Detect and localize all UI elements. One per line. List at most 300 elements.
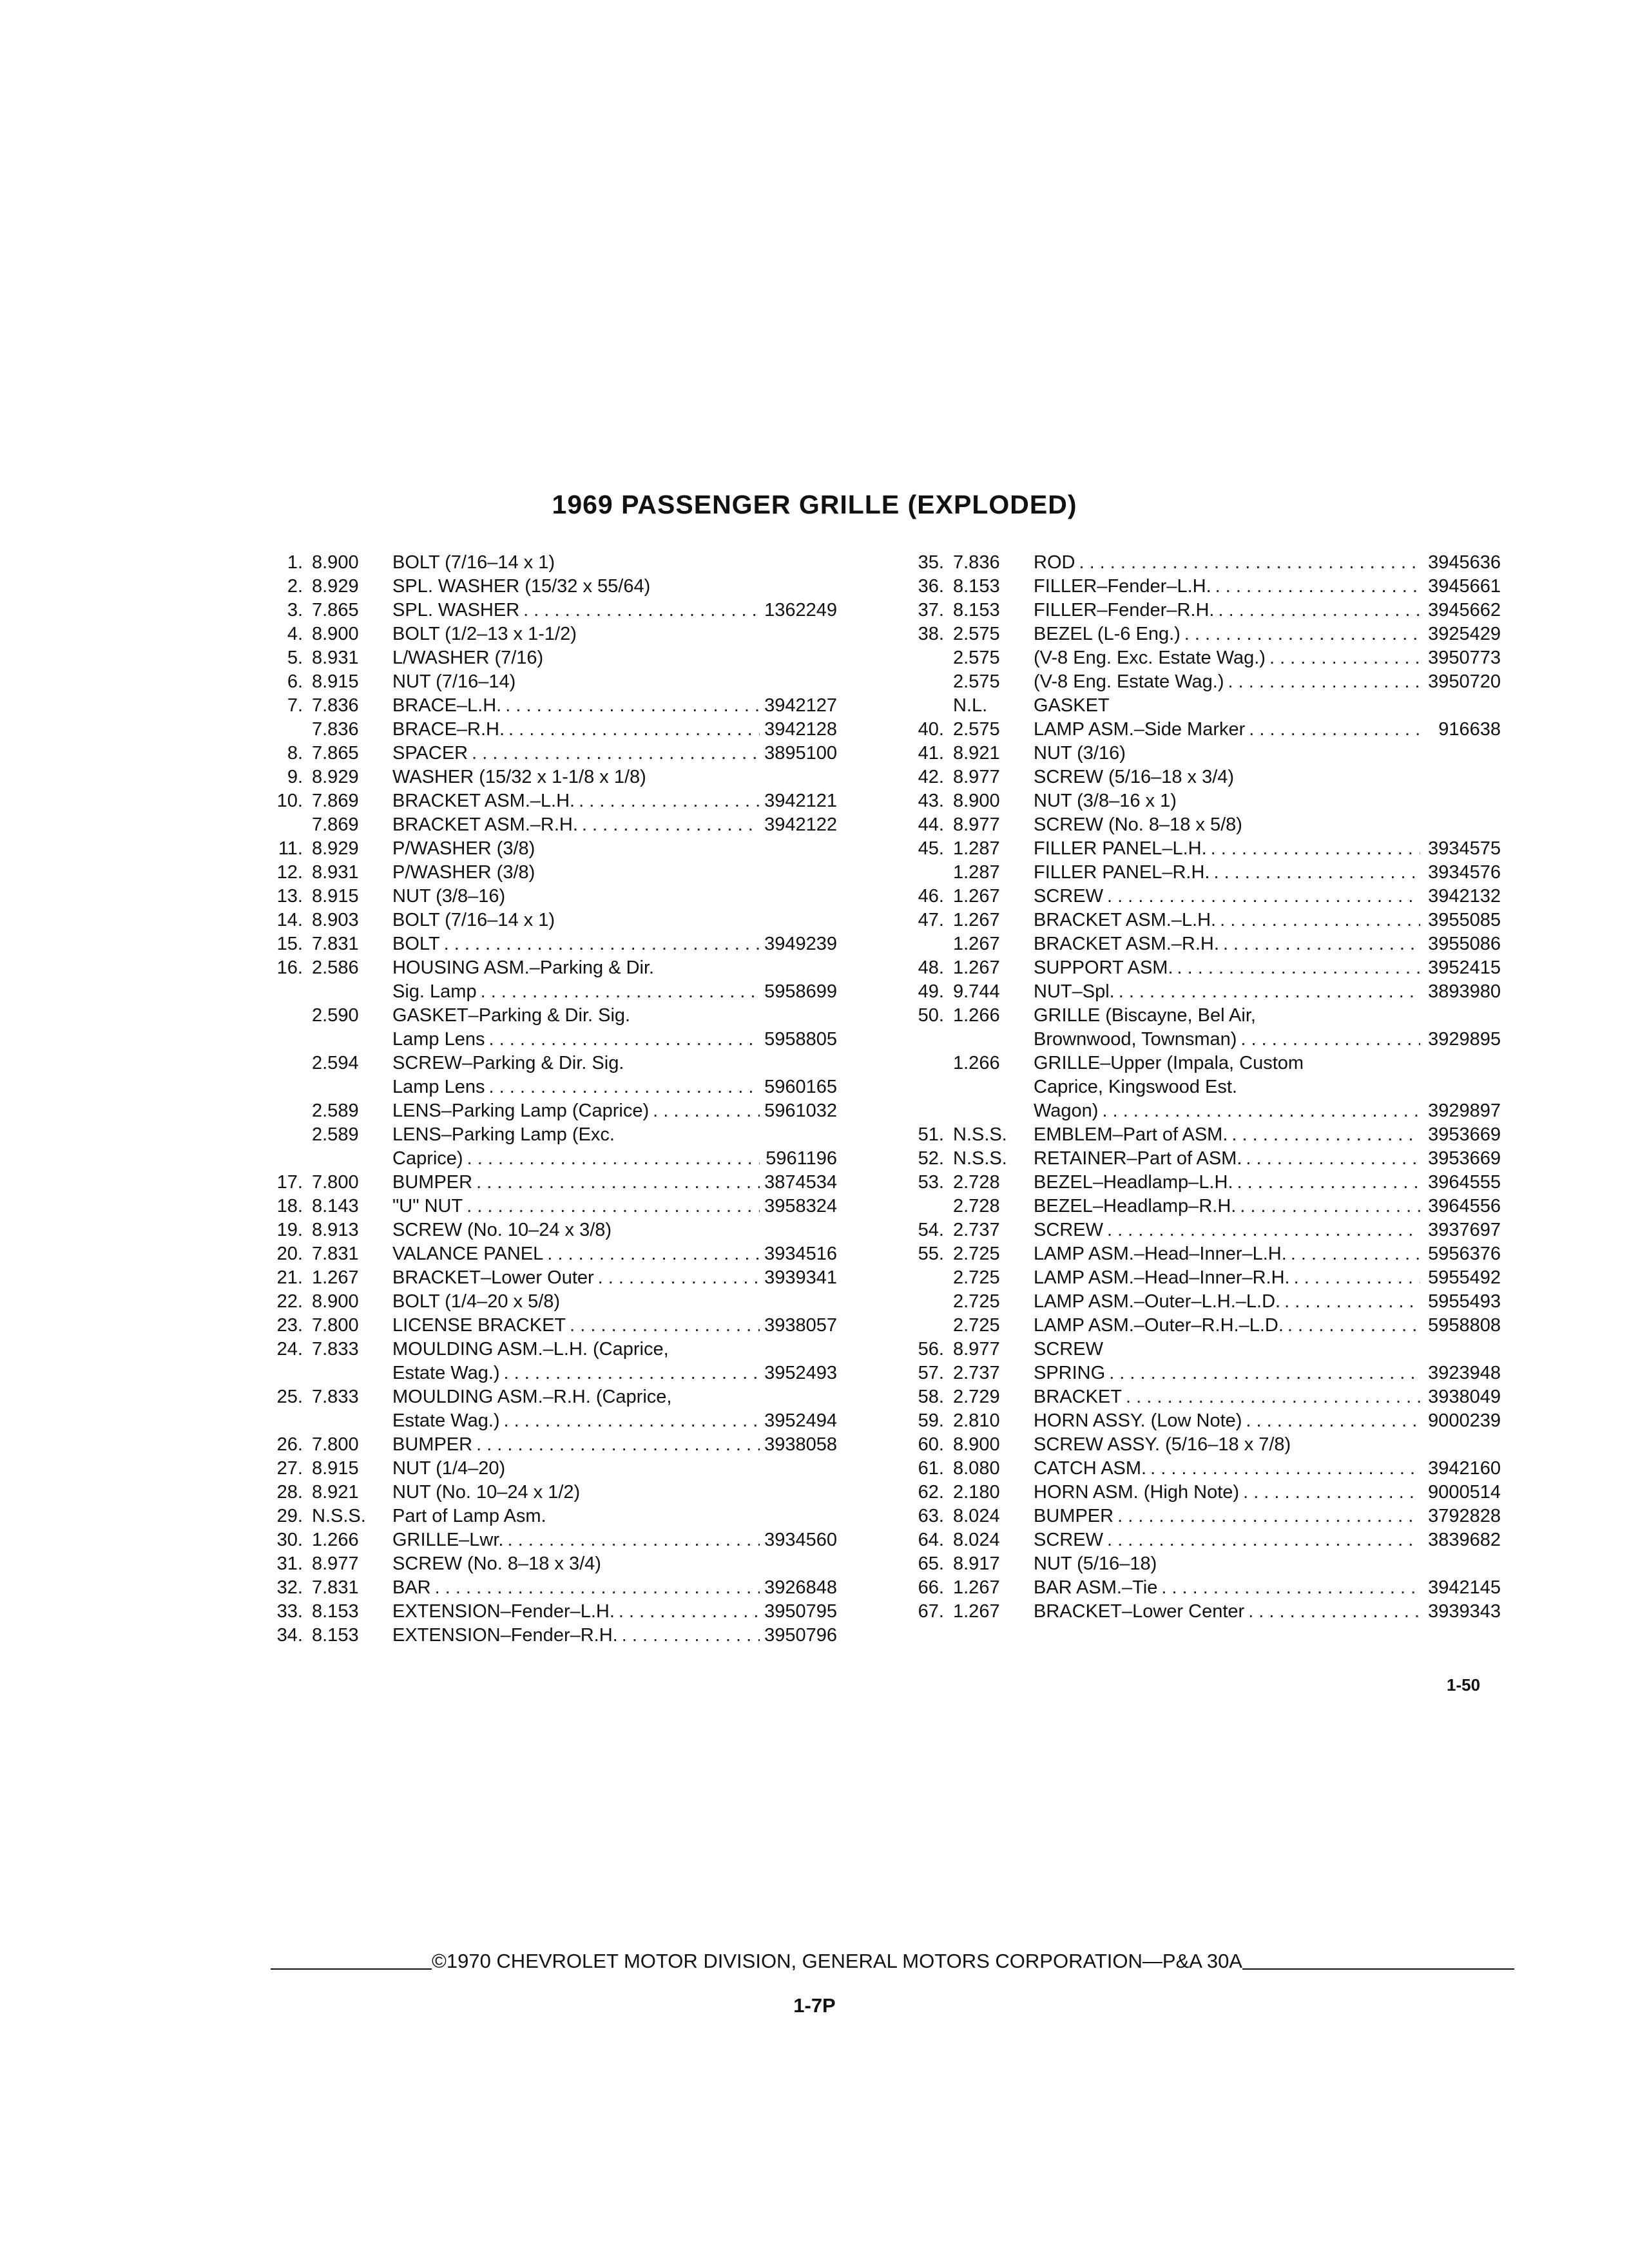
item-number: 61.: [918, 1458, 944, 1479]
parts-row: [896, 1218, 1501, 1242]
part-number: 5961196: [766, 1148, 837, 1169]
description-text: LICENSE BRACKET: [392, 1315, 566, 1336]
description-text: Brownwood, Townsman): [1034, 1029, 1237, 1050]
dot-leader: [1177, 956, 1421, 980]
section-page-number: 1-50: [1447, 1675, 1481, 1695]
part-description: [392, 1338, 760, 1361]
parts-row: [896, 599, 1501, 622]
group-code: 7.831: [312, 934, 359, 954]
item-number: 36.: [918, 576, 944, 597]
parts-row: [255, 646, 837, 670]
part-description: [392, 932, 760, 956]
parts-row: [896, 1600, 1501, 1624]
group-code: [312, 1361, 392, 1385]
part-number: 3934575: [1428, 838, 1501, 859]
description-text: GASKET: [1034, 695, 1110, 716]
description-text: Estate Wag.): [392, 1363, 500, 1383]
item-number: 64.: [918, 1530, 944, 1550]
description-text: HORN ASM. (High Note): [1034, 1482, 1240, 1503]
part-description: [392, 718, 760, 742]
part-description: [1034, 1600, 1420, 1624]
item-number: [896, 1290, 953, 1314]
parts-row: [255, 1028, 837, 1052]
dot-leader: [1211, 837, 1420, 861]
description-text: Caprice, Kingswood Est.: [1034, 1077, 1237, 1097]
part-description: [1034, 1314, 1420, 1338]
part-description: [392, 1028, 760, 1052]
description-text: HOUSING ASM.–Parking & Dir.: [392, 957, 655, 978]
item-number: [255, 1123, 312, 1147]
parts-row: [255, 1314, 837, 1338]
dot-leader: [1218, 599, 1420, 622]
item-number: 40.: [918, 719, 944, 740]
description-text: SUPPORT ASM.: [1034, 957, 1173, 978]
description-text: NUT (7/16–14): [392, 671, 516, 692]
description-text: Sig. Lamp: [392, 981, 477, 1002]
item-number: [255, 1147, 312, 1171]
parts-row: [896, 718, 1501, 742]
parts-row: [896, 575, 1501, 599]
description-text: EMBLEM–Part of ASM.: [1034, 1124, 1228, 1145]
part-description: [392, 1314, 760, 1338]
dot-leader: [1107, 1218, 1420, 1242]
group-code: 7.836: [312, 719, 359, 740]
part-number: 3937697: [1428, 1220, 1501, 1240]
part-description: [1034, 1242, 1420, 1266]
item-number: [896, 932, 953, 956]
description-text: SCREW (No. 8–18 x 3/4): [392, 1553, 601, 1574]
part-number: [760, 1504, 837, 1528]
dot-leader: [1291, 1242, 1420, 1266]
description-text: SCREW ASSY. (5/16–18 x 7/8): [1034, 1434, 1291, 1455]
part-description: [392, 765, 760, 789]
group-code: 7.869: [312, 791, 359, 811]
dot-leader: [1287, 1314, 1420, 1338]
item-number: 6.: [287, 671, 303, 692]
group-code: 2.180: [953, 1482, 1000, 1503]
description-text: WASHER (15/32 x 1-1/8 x 1/8): [392, 767, 646, 787]
part-description: [392, 837, 760, 861]
part-description: [1034, 861, 1420, 885]
part-description: [392, 1266, 760, 1290]
dot-leader: [653, 1099, 760, 1123]
dot-leader: [444, 932, 760, 956]
rule-left: [271, 1968, 432, 1970]
part-number: 3893980: [1428, 981, 1501, 1002]
item-number: 33.: [276, 1601, 303, 1622]
part-number: 5958699: [764, 981, 837, 1002]
item-number: 66.: [918, 1577, 944, 1598]
group-code: N.S.S.: [953, 1124, 1007, 1145]
item-number: 58.: [918, 1387, 944, 1407]
description-text: FILLER PANEL–R.H.: [1034, 862, 1210, 883]
group-code: 7.836: [953, 552, 1000, 573]
item-number: 44.: [918, 814, 944, 835]
page-number: 1-7P: [793, 1994, 836, 2017]
description-text: LENS–Parking Lamp (Exc.: [392, 1124, 615, 1145]
item-number: [255, 718, 312, 742]
part-number: [760, 1457, 837, 1481]
item-number: 16.: [276, 957, 303, 978]
dot-leader: [472, 742, 760, 765]
part-description: [392, 1433, 760, 1457]
group-code: N.S.S.: [312, 1506, 366, 1526]
part-number: [1420, 1052, 1501, 1075]
dot-leader: [1228, 670, 1421, 694]
dot-leader: [1237, 1171, 1421, 1195]
item-number: 52.: [918, 1148, 944, 1169]
group-code: 2.589: [312, 1124, 359, 1145]
item-number: [896, 670, 953, 694]
dot-leader: [1109, 1361, 1420, 1385]
group-code: 1.267: [953, 934, 1000, 954]
description-text: Caprice): [392, 1148, 463, 1169]
group-code: 1.267: [953, 910, 1000, 930]
part-description: [1034, 956, 1420, 980]
item-number: 48.: [918, 957, 944, 978]
description-text: FILLER–Fender–R.H.: [1034, 600, 1215, 620]
part-number: 3952494: [764, 1410, 837, 1431]
parts-row: [255, 694, 837, 718]
parts-row: [896, 742, 1501, 765]
part-number: 3895100: [764, 743, 837, 764]
part-number: 3934576: [1428, 862, 1501, 883]
group-code: 8.024: [953, 1506, 1000, 1526]
parts-row: [896, 1552, 1501, 1576]
item-number: 51.: [918, 1124, 944, 1145]
item-number: 55.: [918, 1244, 944, 1264]
group-code: 1.266: [312, 1530, 359, 1550]
part-description: [1034, 575, 1420, 599]
description-text: Wagon): [1034, 1100, 1099, 1121]
part-number: [760, 765, 837, 789]
parts-row: [255, 1195, 837, 1218]
parts-row: [896, 1576, 1501, 1600]
part-description: [392, 1218, 760, 1242]
part-description: [1034, 813, 1420, 837]
part-number: 3929897: [1428, 1100, 1501, 1121]
description-text: LAMP ASM.–Outer–R.H.–L.D.: [1034, 1315, 1284, 1336]
group-code: 8.153: [312, 1601, 359, 1622]
part-description: [1034, 718, 1420, 742]
description-text: ROD: [1034, 552, 1075, 573]
part-number: [760, 837, 837, 861]
dot-leader: [598, 1266, 760, 1290]
part-number: 3938058: [764, 1434, 837, 1455]
parts-row: [896, 670, 1501, 694]
item-number: 9.: [287, 767, 303, 787]
parts-row: [896, 1457, 1501, 1481]
parts-row: [255, 932, 837, 956]
part-description: [392, 1242, 760, 1266]
parts-row: [255, 1123, 837, 1147]
group-code: 2.725: [953, 1267, 1000, 1288]
item-number: 57.: [918, 1363, 944, 1383]
item-number: 12.: [276, 862, 303, 883]
group-code: [312, 1075, 392, 1099]
dot-leader: [1107, 885, 1420, 908]
part-description: [1034, 1052, 1420, 1075]
item-number: 15.: [276, 934, 303, 954]
part-description: [392, 1385, 760, 1409]
part-description: [1034, 1576, 1420, 1600]
part-description: [392, 1600, 760, 1624]
item-number: 19.: [276, 1220, 303, 1240]
part-number: 3950795: [764, 1601, 837, 1622]
description-text: GASKET–Parking & Dir. Sig.: [392, 1005, 631, 1026]
parts-row: [255, 885, 837, 908]
item-number: 1.: [287, 552, 303, 573]
parts-list-left: [255, 551, 837, 1648]
group-code: [953, 1075, 1034, 1099]
part-description: [1034, 551, 1420, 575]
dot-leader: [1126, 1385, 1420, 1409]
item-number: 37.: [918, 600, 944, 620]
description-text: BEZEL–Headlamp–L.H.: [1034, 1172, 1233, 1193]
description-text: P/WASHER (3/8): [392, 862, 535, 883]
part-description: [392, 1361, 760, 1385]
part-description: [392, 599, 760, 622]
description-text: SCREW (No. 10–24 x 3/8): [392, 1220, 612, 1240]
group-code: [312, 1028, 392, 1052]
item-number: [896, 1052, 953, 1075]
group-code: 7.865: [312, 600, 359, 620]
description-text: BRACKET ASM.–R.H.: [1034, 934, 1219, 954]
part-description: [1034, 837, 1420, 861]
part-description: [392, 1123, 760, 1147]
group-code: 2.575: [953, 624, 1000, 644]
part-number: 3938049: [1428, 1387, 1501, 1407]
description-text: MOULDING ASM.–L.H. (Caprice,: [392, 1339, 669, 1360]
group-code: 8.903: [312, 910, 359, 930]
parts-row: [255, 1290, 837, 1314]
part-description: [392, 980, 760, 1004]
part-description: [1034, 1338, 1420, 1361]
description-text: MOULDING ASM.–R.H. (Caprice,: [392, 1387, 672, 1407]
part-description: [392, 885, 760, 908]
description-text: LAMP ASM.–Head–Inner–R.H.: [1034, 1267, 1290, 1288]
group-code: 1.267: [312, 1267, 359, 1288]
description-text: NUT (No. 10–24 x 1/2): [392, 1482, 581, 1503]
part-description: [1034, 1504, 1420, 1528]
part-description: [392, 1457, 760, 1481]
dot-leader: [1240, 1195, 1420, 1218]
part-number: 3929895: [1428, 1029, 1501, 1050]
part-number: 3942127: [764, 695, 837, 716]
group-code: 8.153: [312, 1625, 359, 1646]
dot-leader: [489, 1028, 760, 1052]
part-number: 5955493: [1428, 1291, 1501, 1312]
part-description: [1034, 980, 1420, 1004]
dot-leader: [1231, 1123, 1420, 1147]
group-code: 1.266: [953, 1005, 1000, 1026]
part-number: [760, 956, 837, 980]
group-code: [953, 1028, 1034, 1052]
parts-row: [896, 1028, 1501, 1052]
item-number: 41.: [918, 743, 944, 764]
dot-leader: [570, 1314, 760, 1338]
group-code: 2.725: [953, 1291, 1000, 1312]
group-code: 2.589: [312, 1100, 359, 1121]
item-number: 59.: [918, 1410, 944, 1431]
group-code: 1.287: [953, 862, 1000, 883]
parts-row: [896, 1504, 1501, 1528]
group-code: 1.267: [953, 1601, 1000, 1622]
group-code: [312, 1409, 392, 1433]
description-text: (V-8 Eng. Estate Wag.): [1034, 671, 1224, 692]
group-code: 7.833: [312, 1339, 359, 1360]
description-text: BEZEL (L-6 Eng.): [1034, 624, 1181, 644]
part-description: [1034, 1552, 1420, 1576]
part-description: [1034, 646, 1420, 670]
part-description: [1034, 1123, 1420, 1147]
dot-leader: [1246, 1147, 1420, 1171]
dot-leader: [489, 1075, 760, 1099]
part-number: 3955085: [1428, 910, 1501, 930]
parts-row: [896, 1433, 1501, 1457]
parts-row: [896, 646, 1501, 670]
dot-leader: [619, 1600, 760, 1624]
part-number: 3953669: [1428, 1124, 1501, 1145]
item-number: 46.: [918, 886, 944, 907]
part-number: 3939343: [1428, 1601, 1501, 1622]
parts-row: [255, 1266, 837, 1290]
item-number: 11.: [278, 838, 303, 859]
item-number: 38.: [918, 624, 944, 644]
item-number: 35.: [918, 552, 944, 573]
group-code: 8.929: [312, 576, 359, 597]
parts-row: [896, 1409, 1501, 1433]
description-text: SCREW: [1034, 1220, 1103, 1240]
group-code: 2.737: [953, 1363, 1000, 1383]
part-number: 3964556: [1428, 1196, 1501, 1216]
part-number: 3949239: [764, 934, 837, 954]
parts-row: [255, 1576, 837, 1600]
description-text: BOLT (1/4–20 x 5/8): [392, 1291, 561, 1312]
description-text: LAMP ASM.–Outer–L.H.–L.D.: [1034, 1291, 1281, 1312]
group-code: [312, 1147, 392, 1171]
dot-leader: [1223, 932, 1420, 956]
description-text: P/WASHER (3/8): [392, 838, 535, 859]
item-number: 67.: [918, 1601, 944, 1622]
part-number: [760, 1481, 837, 1504]
group-code: 7.831: [312, 1244, 359, 1264]
dot-leader: [1079, 551, 1420, 575]
item-number: 42.: [918, 767, 944, 787]
group-code: 2.575: [953, 719, 1000, 740]
group-code: 1.287: [953, 838, 1000, 859]
parts-row: [255, 1528, 837, 1552]
part-number: 3955086: [1428, 934, 1501, 954]
part-description: [392, 646, 760, 670]
item-number: [255, 1004, 312, 1028]
part-number: [760, 1338, 837, 1361]
part-number: [760, 1218, 837, 1242]
part-description: [1034, 1266, 1420, 1290]
description-text: FILLER–Fender–L.H.: [1034, 576, 1211, 597]
item-number: 60.: [918, 1434, 944, 1455]
item-number: [255, 1099, 312, 1123]
part-description: [1034, 599, 1420, 622]
dot-leader: [1246, 1409, 1420, 1433]
parts-row: [896, 1195, 1501, 1218]
group-code: 8.977: [312, 1553, 359, 1574]
description-text: SPRING: [1034, 1363, 1106, 1383]
part-number: [760, 646, 837, 670]
part-description: [1034, 908, 1420, 932]
description-text: GRILLE (Biscayne, Bel Air,: [1034, 1005, 1256, 1026]
item-number: 20.: [276, 1244, 303, 1264]
parts-row: [255, 837, 837, 861]
item-number: [255, 980, 312, 1004]
dot-leader: [1213, 861, 1420, 885]
parts-row: [896, 765, 1501, 789]
part-number: [1420, 789, 1501, 813]
item-number: [896, 1266, 953, 1290]
description-text: NUT (3/16): [1034, 743, 1126, 764]
parts-row: [896, 1385, 1501, 1409]
parts-row: [255, 813, 837, 837]
parts-row: [896, 1528, 1501, 1552]
part-number: 3942121: [764, 791, 837, 811]
dot-leader: [476, 1171, 760, 1195]
parts-row: [896, 885, 1501, 908]
parts-row: [255, 1338, 837, 1361]
group-code: [953, 1099, 1034, 1123]
item-number: 63.: [918, 1506, 944, 1526]
dot-leader: [1119, 980, 1420, 1004]
part-number: 5958808: [1428, 1315, 1501, 1336]
dot-leader: [1220, 908, 1420, 932]
part-description: [392, 1052, 760, 1075]
parts-row: [255, 956, 837, 980]
parts-row: [255, 789, 837, 813]
group-code: 8.153: [953, 576, 1000, 597]
group-code: 9.744: [953, 981, 1000, 1002]
dot-leader: [467, 1147, 760, 1171]
dot-leader: [505, 694, 760, 718]
part-number: [1420, 694, 1501, 718]
description-text: BRACKET ASM.–R.H.: [392, 814, 578, 835]
group-code: 2.575: [953, 671, 1000, 692]
description-text: BUMPER: [392, 1434, 473, 1455]
item-number: [255, 813, 312, 837]
dot-leader: [1269, 646, 1420, 670]
part-description: [392, 742, 760, 765]
description-text: BUMPER: [1034, 1506, 1114, 1526]
description-text: Lamp Lens: [392, 1029, 485, 1050]
part-number: 3942160: [1428, 1458, 1501, 1479]
description-text: BRACKET–Lower Center: [1034, 1601, 1245, 1622]
part-description: [1034, 1528, 1420, 1552]
item-number: 25.: [276, 1387, 303, 1407]
description-text: Part of Lamp Asm.: [392, 1506, 546, 1526]
parts-row: [896, 861, 1501, 885]
group-code: 8.153: [953, 600, 1000, 620]
part-number: [760, 861, 837, 885]
part-description: [392, 1290, 760, 1314]
part-number: 3942122: [764, 814, 837, 835]
description-text: "U" NUT: [392, 1196, 463, 1216]
item-number: 14.: [276, 910, 303, 930]
dot-leader: [622, 1624, 760, 1648]
part-number: 3925429: [1428, 624, 1501, 644]
rule-right: [1242, 1968, 1514, 1970]
parts-row: [255, 908, 837, 932]
part-description: [1034, 1171, 1420, 1195]
dot-leader: [508, 718, 760, 742]
group-code: N.S.S.: [953, 1148, 1007, 1169]
